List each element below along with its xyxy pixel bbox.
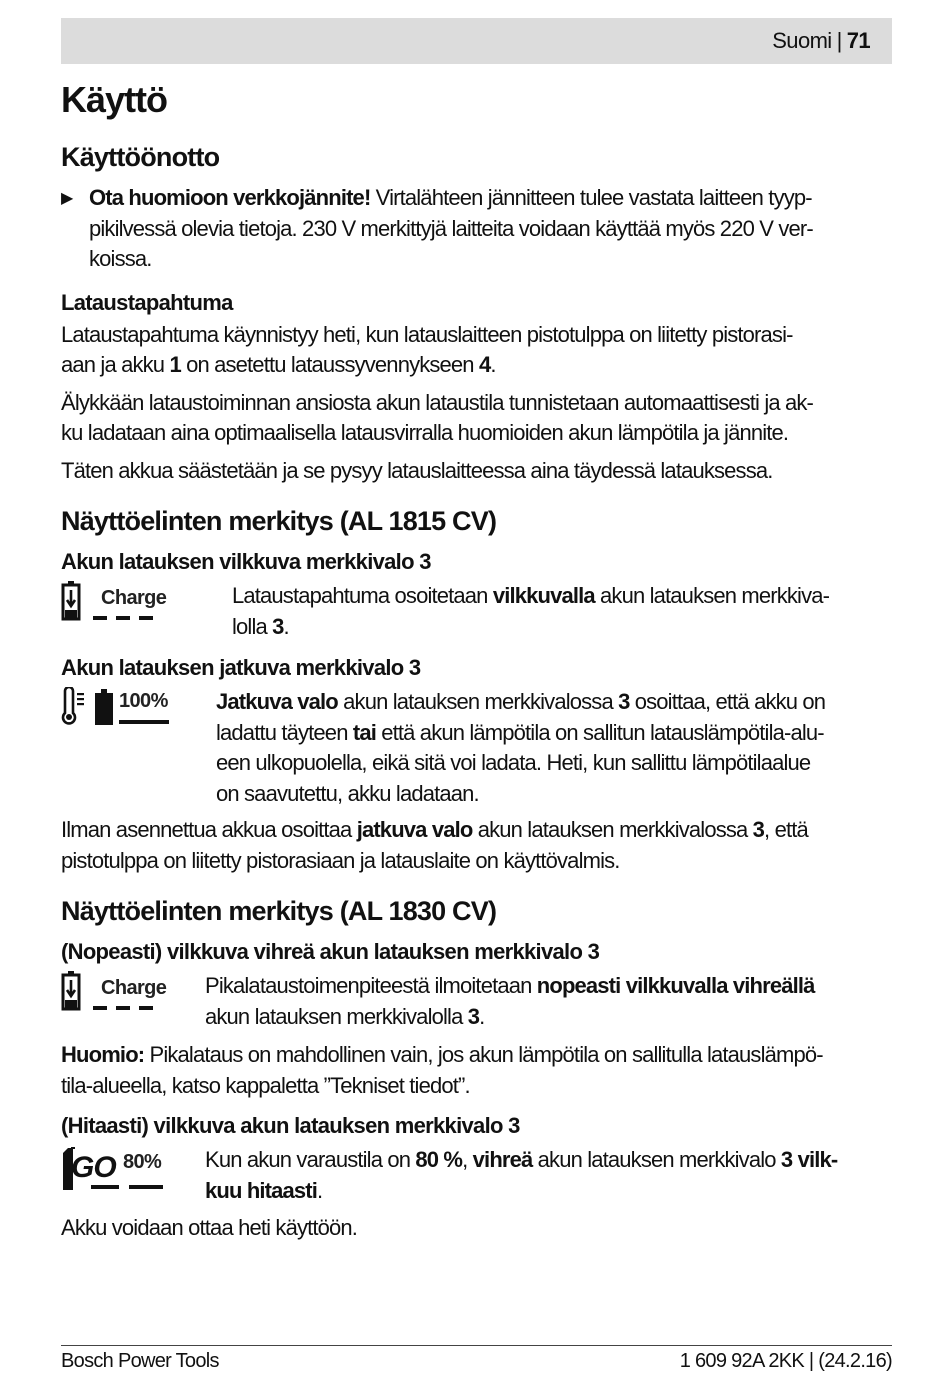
nb-num: 3 bbox=[752, 817, 765, 842]
heading-al1830: Näyttöelinten merkitys (AL 1830 CV) bbox=[61, 896, 497, 926]
al1815-b-text: Lataustapahtuma osoitetaan bbox=[232, 583, 493, 608]
al1815-s-bold-2: tai bbox=[352, 719, 376, 745]
al1815-s-text-2: osoittaa, että akku on bbox=[629, 689, 826, 714]
al1830-f-num: 3 bbox=[467, 1003, 480, 1029]
fast-charge-label: Charge bbox=[101, 977, 167, 999]
al1830-s-end: . bbox=[317, 1177, 323, 1203]
note-label: Huomio: bbox=[61, 1042, 145, 1067]
page-footer bbox=[61, 1345, 892, 1373]
footer-doc-code: 1 609 92A 2KK | (24.2.16) bbox=[679, 1350, 892, 1372]
charging-p2-line-2: ku ladataan aina optimaalisella latausvirralla huomioiden akun lämpötila ja jännite. bbox=[61, 420, 789, 445]
al1815-s-bold: Jatkuva valo bbox=[216, 689, 338, 714]
go-indicator-icon bbox=[61, 1145, 205, 1207]
al1830-f-text: Pikalataustoimenpiteestä ilmoitetaan bbox=[205, 973, 537, 998]
heading-al1815: Näyttöelinten merkitys (AL 1815 CV) bbox=[61, 506, 497, 536]
al1815-b-end: . bbox=[283, 613, 289, 639]
al1815-b-text-3: lolla bbox=[232, 613, 273, 639]
full-label: 100% bbox=[119, 690, 168, 712]
bullet-text bbox=[89, 183, 813, 275]
page-header bbox=[61, 18, 892, 64]
charging-p1-end: . bbox=[490, 352, 496, 377]
heading-al1830-slow: (Hitaasti) vilkkuva akun latauksen merkkivalo 3 bbox=[61, 1113, 520, 1138]
nb-line-2: pistotulppa on liitetty pistorasiaan ja latauslaite on käyttövalmis. bbox=[61, 847, 620, 873]
al1815-b-bold: vilkkuvalla bbox=[492, 583, 595, 608]
note-line-1: Pikalataus on mahdollinen vain, jos akun lämpötila on sallitulla latauslämpö- bbox=[144, 1042, 823, 1067]
nb-bold: jatkuva valo bbox=[356, 817, 473, 842]
charge-indicator-icon bbox=[61, 581, 232, 643]
charging-p1-line-1: Lataustapahtuma käynnistyy heti, kun latauslaitteen pistotulppa on liitetty pistorasi- bbox=[61, 321, 793, 347]
bullet-mains-voltage bbox=[61, 183, 892, 275]
nb-text: Ilman asennettua akkua osoittaa bbox=[61, 817, 357, 842]
bullet-line-3: koissa. bbox=[89, 246, 152, 271]
eighty-label: 80% bbox=[123, 1151, 162, 1173]
charge-label: Charge bbox=[101, 587, 167, 609]
al1815-steady-text bbox=[216, 687, 825, 809]
header-language: Suomi bbox=[772, 28, 832, 53]
al1830-slow-row bbox=[61, 1145, 892, 1207]
full-indicator-icon bbox=[61, 687, 216, 749]
al1815-s-text: akun latauksen merkkivalossa bbox=[337, 689, 619, 714]
document-page bbox=[61, 18, 892, 1244]
al1830-fast-text bbox=[205, 971, 815, 1032]
al1830-s-bold-4: kuu hitaasti bbox=[205, 1177, 318, 1203]
ref-num-4: 4 bbox=[478, 352, 491, 377]
al1830-fast-row bbox=[61, 971, 892, 1033]
note-line-2: tila-alueella, katso kappaletta ”Tekniset tiedot”. bbox=[61, 1072, 470, 1098]
al1830-slow-text bbox=[205, 1145, 837, 1206]
al1815-steady-row bbox=[61, 687, 892, 809]
charging-paragraph-3: Täten akkua säästetään ja se pysyy latauslaitteessa aina täydessä latauksessa. bbox=[61, 457, 773, 483]
al1830-f-text-2: akun latauksen merkkivalolla bbox=[205, 1003, 468, 1029]
al1830-last-paragraph: Akku voidaan ottaa heti käyttöön. bbox=[61, 1215, 358, 1240]
heading-commissioning: Käyttöönotto bbox=[61, 142, 220, 172]
al1815-s-line-4: on saavutettu, akku ladataan. bbox=[216, 780, 479, 806]
bullet-bold: Ota huomioon verkkojännite! bbox=[89, 185, 371, 210]
heading-al1830-fast: (Nopeasti) vilkkuva vihreä akun latauksen merkkivalo 3 bbox=[61, 939, 600, 964]
al1815-s-num: 3 bbox=[618, 689, 630, 714]
nb-text-2: akun latauksen merkkivalossa bbox=[472, 817, 753, 842]
charging-paragraph-1 bbox=[61, 320, 892, 381]
al1830-s-comma: , bbox=[462, 1147, 473, 1172]
heading-charging: Lataustapahtuma bbox=[61, 289, 233, 315]
header-separator: | bbox=[836, 28, 842, 53]
bullet-line-2: pikilvessä olevia tietoja. 230 V merkittyjä laitteita voidaan käyttää myös 220 V ver- bbox=[89, 215, 813, 241]
fast-charge-indicator-icon bbox=[61, 971, 205, 1033]
al1830-s-bold-2: vihreä bbox=[472, 1147, 533, 1172]
al1815-blinking-text bbox=[232, 581, 829, 642]
al1830-f-bold: nopeasti vilkkuvalla vihreällä bbox=[536, 973, 815, 998]
al1830-s-bold-1: 80 % bbox=[415, 1147, 463, 1172]
al1815-b-num: 3 bbox=[272, 613, 284, 639]
charging-p1-text: aan ja akku bbox=[61, 352, 170, 377]
charging-paragraph-2 bbox=[61, 388, 892, 449]
page-title: Käyttö bbox=[61, 79, 168, 120]
al1815-s-text-4: että akun lämpötila on sallitun latauslämpötila-alu- bbox=[375, 719, 824, 745]
heading-al1815-steady: Akun latauksen jatkuva merkkivalo 3 bbox=[61, 655, 421, 680]
al1815-s-text-3: ladattu täyteen bbox=[216, 719, 353, 745]
al1815-s-line-3: een ulkopuolella, eikä sitä voi ladata. Heti, kun sallittu lämpötilaalue bbox=[216, 750, 811, 775]
al1830-s-text-2: akun latauksen merkkivalo bbox=[532, 1147, 781, 1172]
al1830-note-paragraph bbox=[61, 1040, 892, 1101]
header-page-number: 71 bbox=[846, 28, 870, 53]
heading-al1815-blinking: Akun latauksen vilkkuva merkkivalo 3 bbox=[61, 549, 431, 574]
go-label: GO bbox=[71, 1151, 116, 1184]
al1830-s-text: Kun akun varaustila on bbox=[205, 1147, 416, 1172]
bullet-line-1: Virtalähteen jännitteen tulee vastata laitteen tyyp- bbox=[370, 185, 812, 210]
al1815-no-battery-paragraph bbox=[61, 815, 892, 876]
footer-brand: Bosch Power Tools bbox=[61, 1350, 219, 1372]
ref-num-1: 1 bbox=[169, 352, 181, 377]
nb-text-3: , että bbox=[764, 817, 808, 842]
al1815-b-text-2: akun latauksen merkkiva- bbox=[594, 583, 830, 608]
charging-p1-text-2: on asetettu lataussyvennykseen bbox=[180, 352, 479, 377]
al1830-f-end: . bbox=[479, 1003, 485, 1029]
charging-p2-line-1: Älykkään lataustoiminnan ansiosta akun lataustila tunnistetaan automaattisesti ja ak- bbox=[61, 389, 814, 415]
bullet-arrow-icon: ▶ bbox=[61, 190, 74, 207]
al1815-blinking-row bbox=[61, 581, 892, 643]
al1830-s-bold-3: 3 vilk- bbox=[780, 1147, 838, 1172]
